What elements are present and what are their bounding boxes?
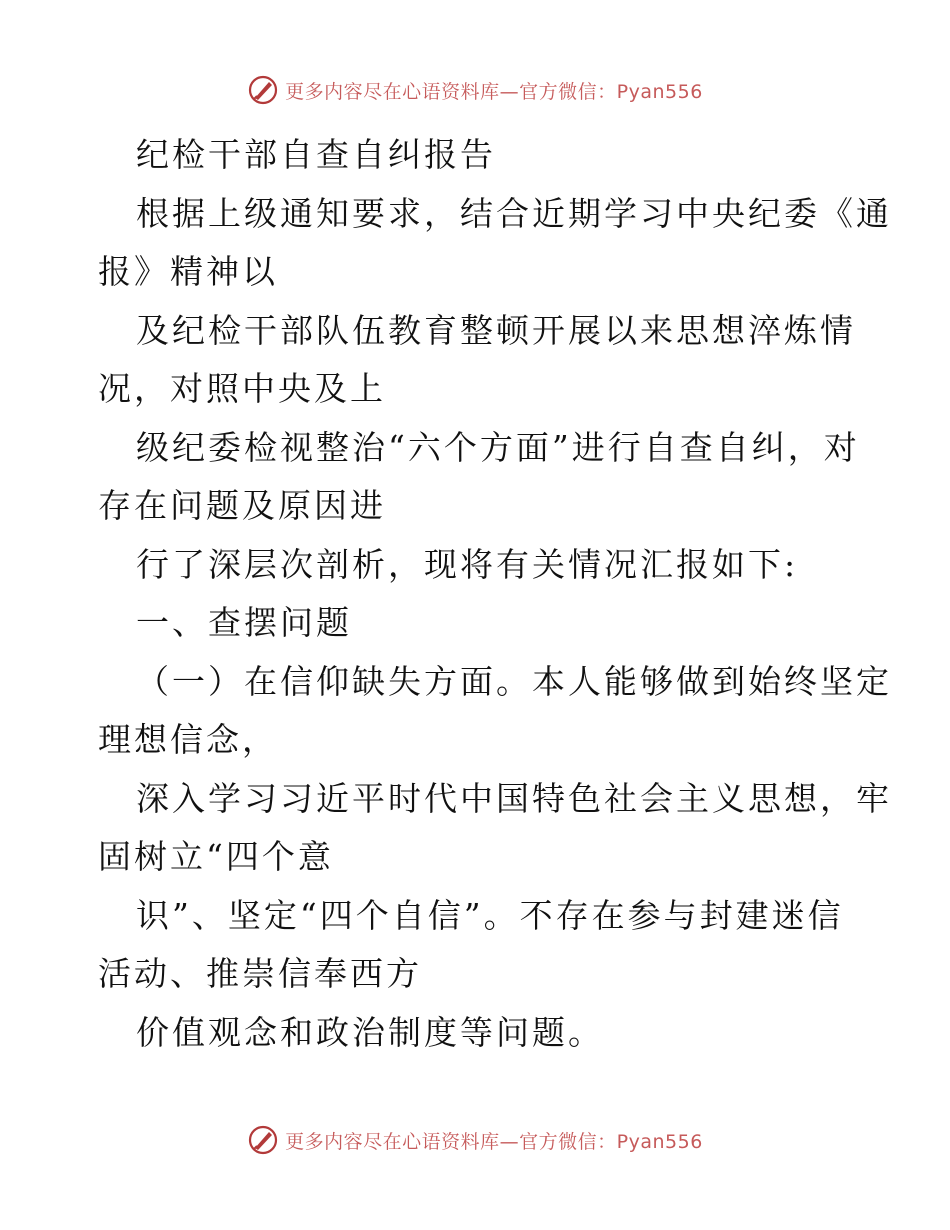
quill-pen-logo-icon [247,74,279,106]
paragraph-line: 识”、坚定“四个自信”。不存在参与封建迷信 [136,895,844,935]
section-heading: 一、查摆问题 [136,603,352,642]
paragraph-line: 理想信念， [98,720,278,759]
quill-pen-logo-icon [247,1124,279,1156]
paragraph-line: 深入学习习近平时代中国特色社会主义思想，牢 [136,778,892,818]
paragraph-line: 固树立“四个意 [98,837,334,876]
footer-banner-text: 更多内容尽在心语资料库—官方微信：Pyan556 [285,1130,703,1153]
paragraph-line: 价值观念和政治制度等问题。 [136,1012,604,1052]
header-banner-text: 更多内容尽在心语资料库—官方微信：Pyan556 [285,80,703,103]
paragraph-line: 报》精神以 [98,252,278,291]
paragraph-line: 级纪委检视整治“六个方面”进行自查自纠，对 [136,427,860,467]
paragraph-line: 况，对照中央及上 [98,369,386,408]
paragraph-line: （一）在信仰缺失方面。本人能够做到始终坚定 [136,661,892,701]
paragraph-line: 及纪检干部队伍教育整顿开展以来思想淬炼情 [136,310,856,350]
paragraph-line: 根据上级通知要求，结合近期学习中央纪委《通 [136,193,892,233]
header-banner [0,70,950,110]
paragraph-line: 存在问题及原因进 [98,486,386,525]
document-body [98,126,892,1062]
document-title: 纪检干部自查自纠报告 [136,135,496,174]
footer-banner [0,1120,950,1160]
paragraph-line: 活动、推崇信奉西方 [98,954,422,993]
paragraph-line: 行了深层次剖析，现将有关情况汇报如下: [136,544,799,584]
